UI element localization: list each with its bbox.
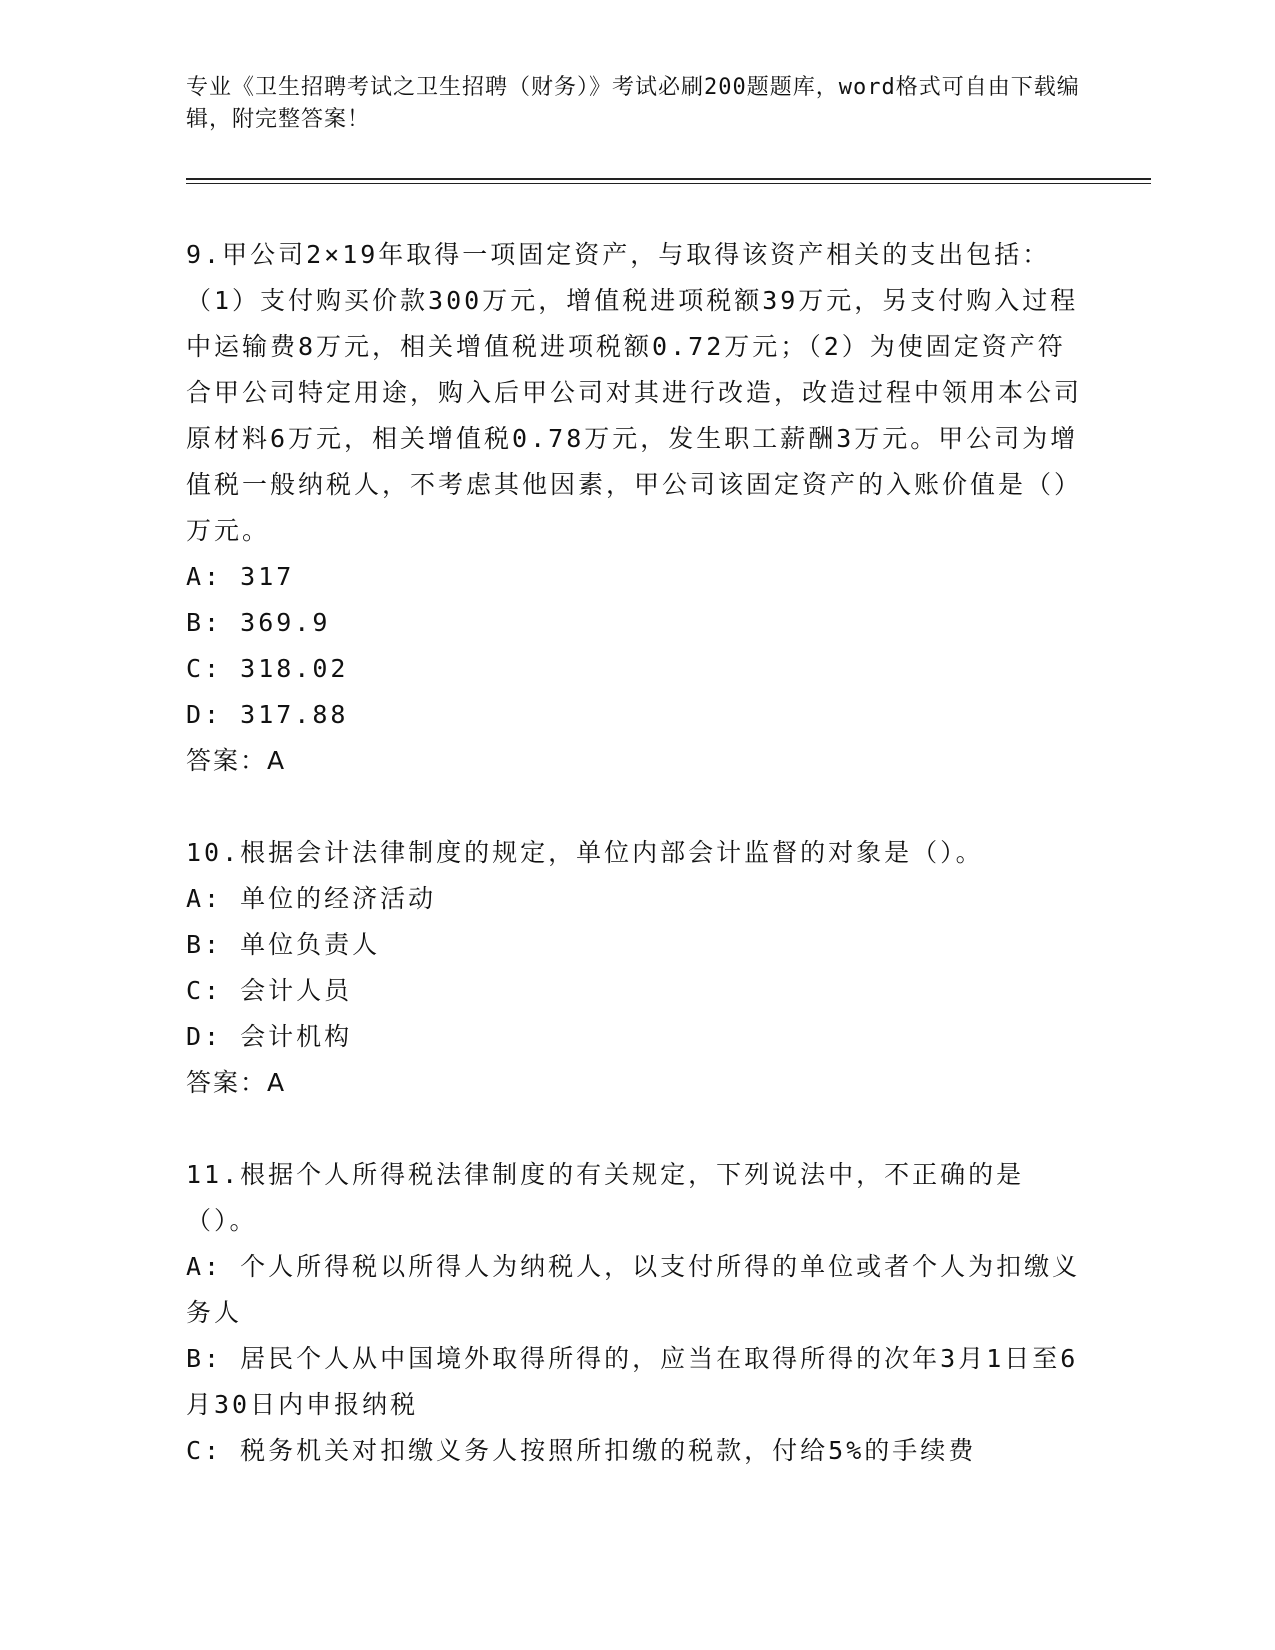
option-b: B: 单位负责人 [186,930,381,959]
option-b: B: 369.9 [186,608,331,637]
option-c: C: 会计人员 [186,976,353,1005]
header-divider-thick [186,178,1151,180]
document-header: 专业《卫生招聘考试之卫生招聘（财务）》考试必刷200题题库，word格式可自由下载编辑，附完整答案！ [186,75,1080,132]
answer-line: 答案：A [186,1068,287,1097]
option-c: C: 税务机关对扣缴义务人按照所扣缴的税款，付给5%的手续费 [186,1436,977,1465]
question-9 [186,232,1086,784]
question-stem: 11.根据个人所得税法律制度的有关规定，下列说法中，不正确的是（）。 [186,1160,1025,1235]
option-a: A: 单位的经济活动 [186,884,437,913]
question-gap [186,784,1086,830]
option-c: C: 318.02 [186,654,349,683]
option-a: A: 个人所得税以所得人为纳税人，以支付所得的单位或者个人为扣缴义务人 [186,1252,1081,1327]
header-divider-thin [186,183,1151,184]
option-b: B: 居民个人从中国境外取得所得的，应当在取得所得的次年3月1日至6月30日内申报纳税 [186,1344,1079,1419]
question-11 [186,1152,1086,1474]
option-d: D: 会计机构 [186,1022,353,1051]
question-stem: 9.甲公司2×19年取得一项固定资产，与取得该资产相关的支出包括：（1）支付购买价款300万元，增值税进项税额39万元，另支付购入过程中运输费8万元，相关增值税进项税额0.72万元；（2）为使固定资产符合甲公司特定用途，购入后甲公司对其进行改造，改造过程中领用本公司原材料6万元，相关增值税0.78万元，发生职工薪酬3万元。甲公司为增值税一般纳税人，不考虑其他因素，甲公司该固定资产的入账价值是（）万元。 [186,240,1083,545]
question-10 [186,830,1086,1106]
question-list [186,232,1086,1474]
option-d: D: 317.88 [186,700,349,729]
option-a: A: 317 [186,562,295,591]
question-gap [186,1106,1086,1152]
answer-line: 答案：A [186,746,287,775]
question-stem: 10.根据会计法律制度的规定，单位内部会计监督的对象是（）。 [186,838,984,867]
